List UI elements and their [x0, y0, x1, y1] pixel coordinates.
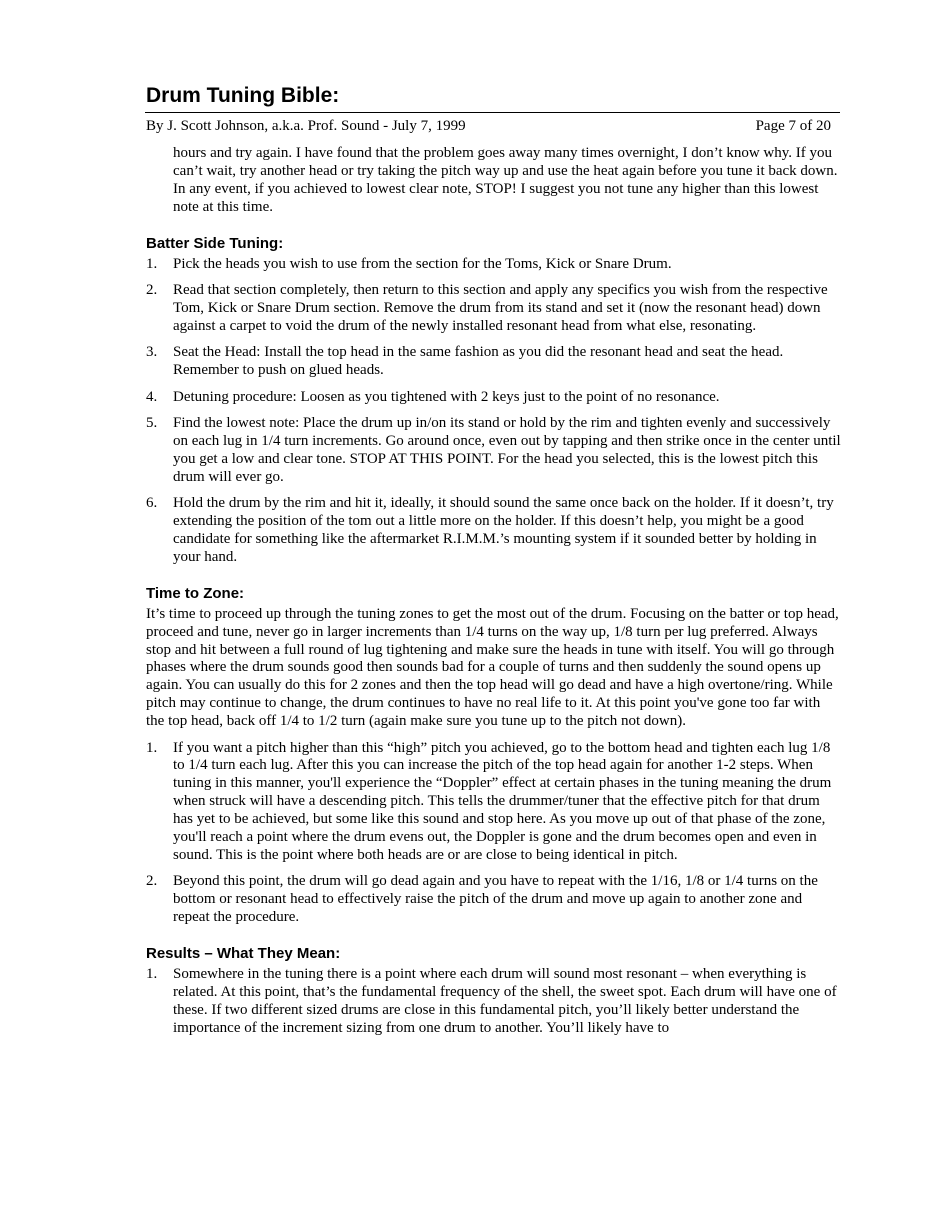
section-heading-batter: Batter Side Tuning: [146, 234, 284, 252]
list-text: Hold the drum by the rim and hit it, ideally, it should sound the same once back on the holder. If it doesn’t, try extending the position of the tom out a little more on the holder. If this doesn’t help, you might be a good candidate for something like the aftermarket R.I.M.M.’s mounting system if it sounded better by holding in your hand. [173, 495, 834, 565]
header-rule [145, 112, 840, 113]
list-number: 6. [146, 495, 158, 512]
batter-steps-list [146, 256, 841, 567]
list-number: 1. [146, 739, 158, 756]
list-item [146, 389, 841, 407]
byline-row [146, 118, 831, 135]
intro-continuation: hours and try again. I have found that the problem goes away many times overnight, I don’t know why. If you can’t wait, try another head or try taking the pitch way up and use the heat again before you tune it back down. In any event, if you achieved to lowest clear note, STOP! I suggest you not tune any higher than this lowest note at this time. [173, 145, 838, 215]
list-text: Somewhere in the tuning there is a point where each drum will sound most resonant – when everything is related. At this point, that’s the fundamental frequency of the shell, the sweet spot. Each drum will have one of these. If two different sized drums are close in this fundamental pitch, you’ll likely better understand the importance of the increment sizing from one drum to another. You’ll likely have to [173, 966, 837, 1036]
zone-paragraph: It’s time to proceed up through the tuning zones to get the most out of the drum. Focusing on the batter or top head, proceed and tune, never go in larger increments than 1/4 turns on the way up, 1/8 turn per lug preferred. Always stop and hit between a full round of lug tightening and make sure the heads in tune with itself. You will go through phases where the drum sounds good then sounds bad for a couple of turns and then suddenly the sound opens up again. You can usually do this for 2 zones and then the top head will go dead and have a high overtone/ring. While pitch may continue to change, the drum continues to have no real life to it. At this point you've gone too far with the top head, back off 1/4 to 1/2 turn (again make sure you tune up to the pitch not down). [146, 605, 839, 730]
list-text: Read that section completely, then return to this section and apply any specifics you wish from the respective Tom, Kick or Snare Drum section. Remove the drum from its stand and set it (now the resonant head) down against a carpet to void the drum of the newly installed resonant head from what else, resonating. [173, 282, 828, 334]
list-text: If you want a pitch higher than this “high” pitch you achieved, go to the bottom head and tighten each lug 1/8 to 1/4 turn each lug. After this you can increase the pitch of the top head again for another 1-2 steps. When tuning in this manner, you'll experience the “Doppler” effect at certain phases in the tuning meaning the drum when struck will have a descending pitch. This tells the drummer/tuner that the effective pitch for that drum has yet to be achieved, but some like this sound and stop here. As you move up out of that phase of the zone, you'll reach a point where the drum evens out, the Doppler is gone and the drum becomes open and even in sound. This is the point where both heads are or are close to being identical in pitch. [173, 739, 832, 863]
list-text: Find the lowest note: Place the drum up in/on its stand or hold by the rim and tighten evenly and successively on each lug in 1/4 turn increments. Go around once, even out by tapping and then strike once in the center until you get a low and clear tone. STOP AT THIS POINT. For the head you selected, this is the lowest pitch this drum will ever go. [173, 414, 841, 485]
list-item [146, 495, 841, 567]
zone-steps-list [146, 740, 841, 928]
list-item [146, 256, 841, 274]
section-heading-results: Results – What They Mean: [146, 945, 341, 963]
author-byline: By J. Scott Johnson, a.k.a. Prof. Sound - July 7, 1999 [146, 118, 466, 134]
list-text: Pick the heads you wish to use from the section for the Toms, Kick or Snare Drum. [173, 255, 672, 272]
list-number: 2. [146, 282, 158, 299]
list-number: 1. [146, 255, 158, 272]
section-heading-zone: Time to Zone: [146, 584, 245, 602]
list-text: Beyond this point, the drum will go dead again and you have to repeat with the 1/16, 1/8 or 1/4 turns on the bottom or resonant head to effectively raise the pitch of the drum and move up again to another zone and repeat the procedure. [173, 873, 818, 926]
list-number: 3. [146, 344, 158, 361]
list-text: Detuning procedure: Loosen as you tightened with 2 keys just to the point of no resonance. [173, 388, 720, 405]
list-item [146, 344, 841, 380]
document-body [146, 145, 841, 1046]
list-number: 1. [146, 966, 158, 983]
list-number: 4. [146, 388, 158, 405]
document-title: Drum Tuning Bible: [146, 84, 340, 107]
page-number: Page 7 of 20 [755, 118, 831, 134]
results-list [146, 966, 841, 1038]
list-item [146, 873, 841, 927]
list-text: Seat the Head: Install the top head in the same fashion as you did the resonant head and seat the head. Remember to push on glued heads. [173, 344, 784, 379]
list-item [146, 966, 841, 1038]
list-item [146, 282, 841, 336]
list-number: 5. [146, 414, 158, 431]
list-item [146, 740, 841, 865]
list-number: 2. [146, 873, 158, 890]
list-item [146, 415, 841, 487]
